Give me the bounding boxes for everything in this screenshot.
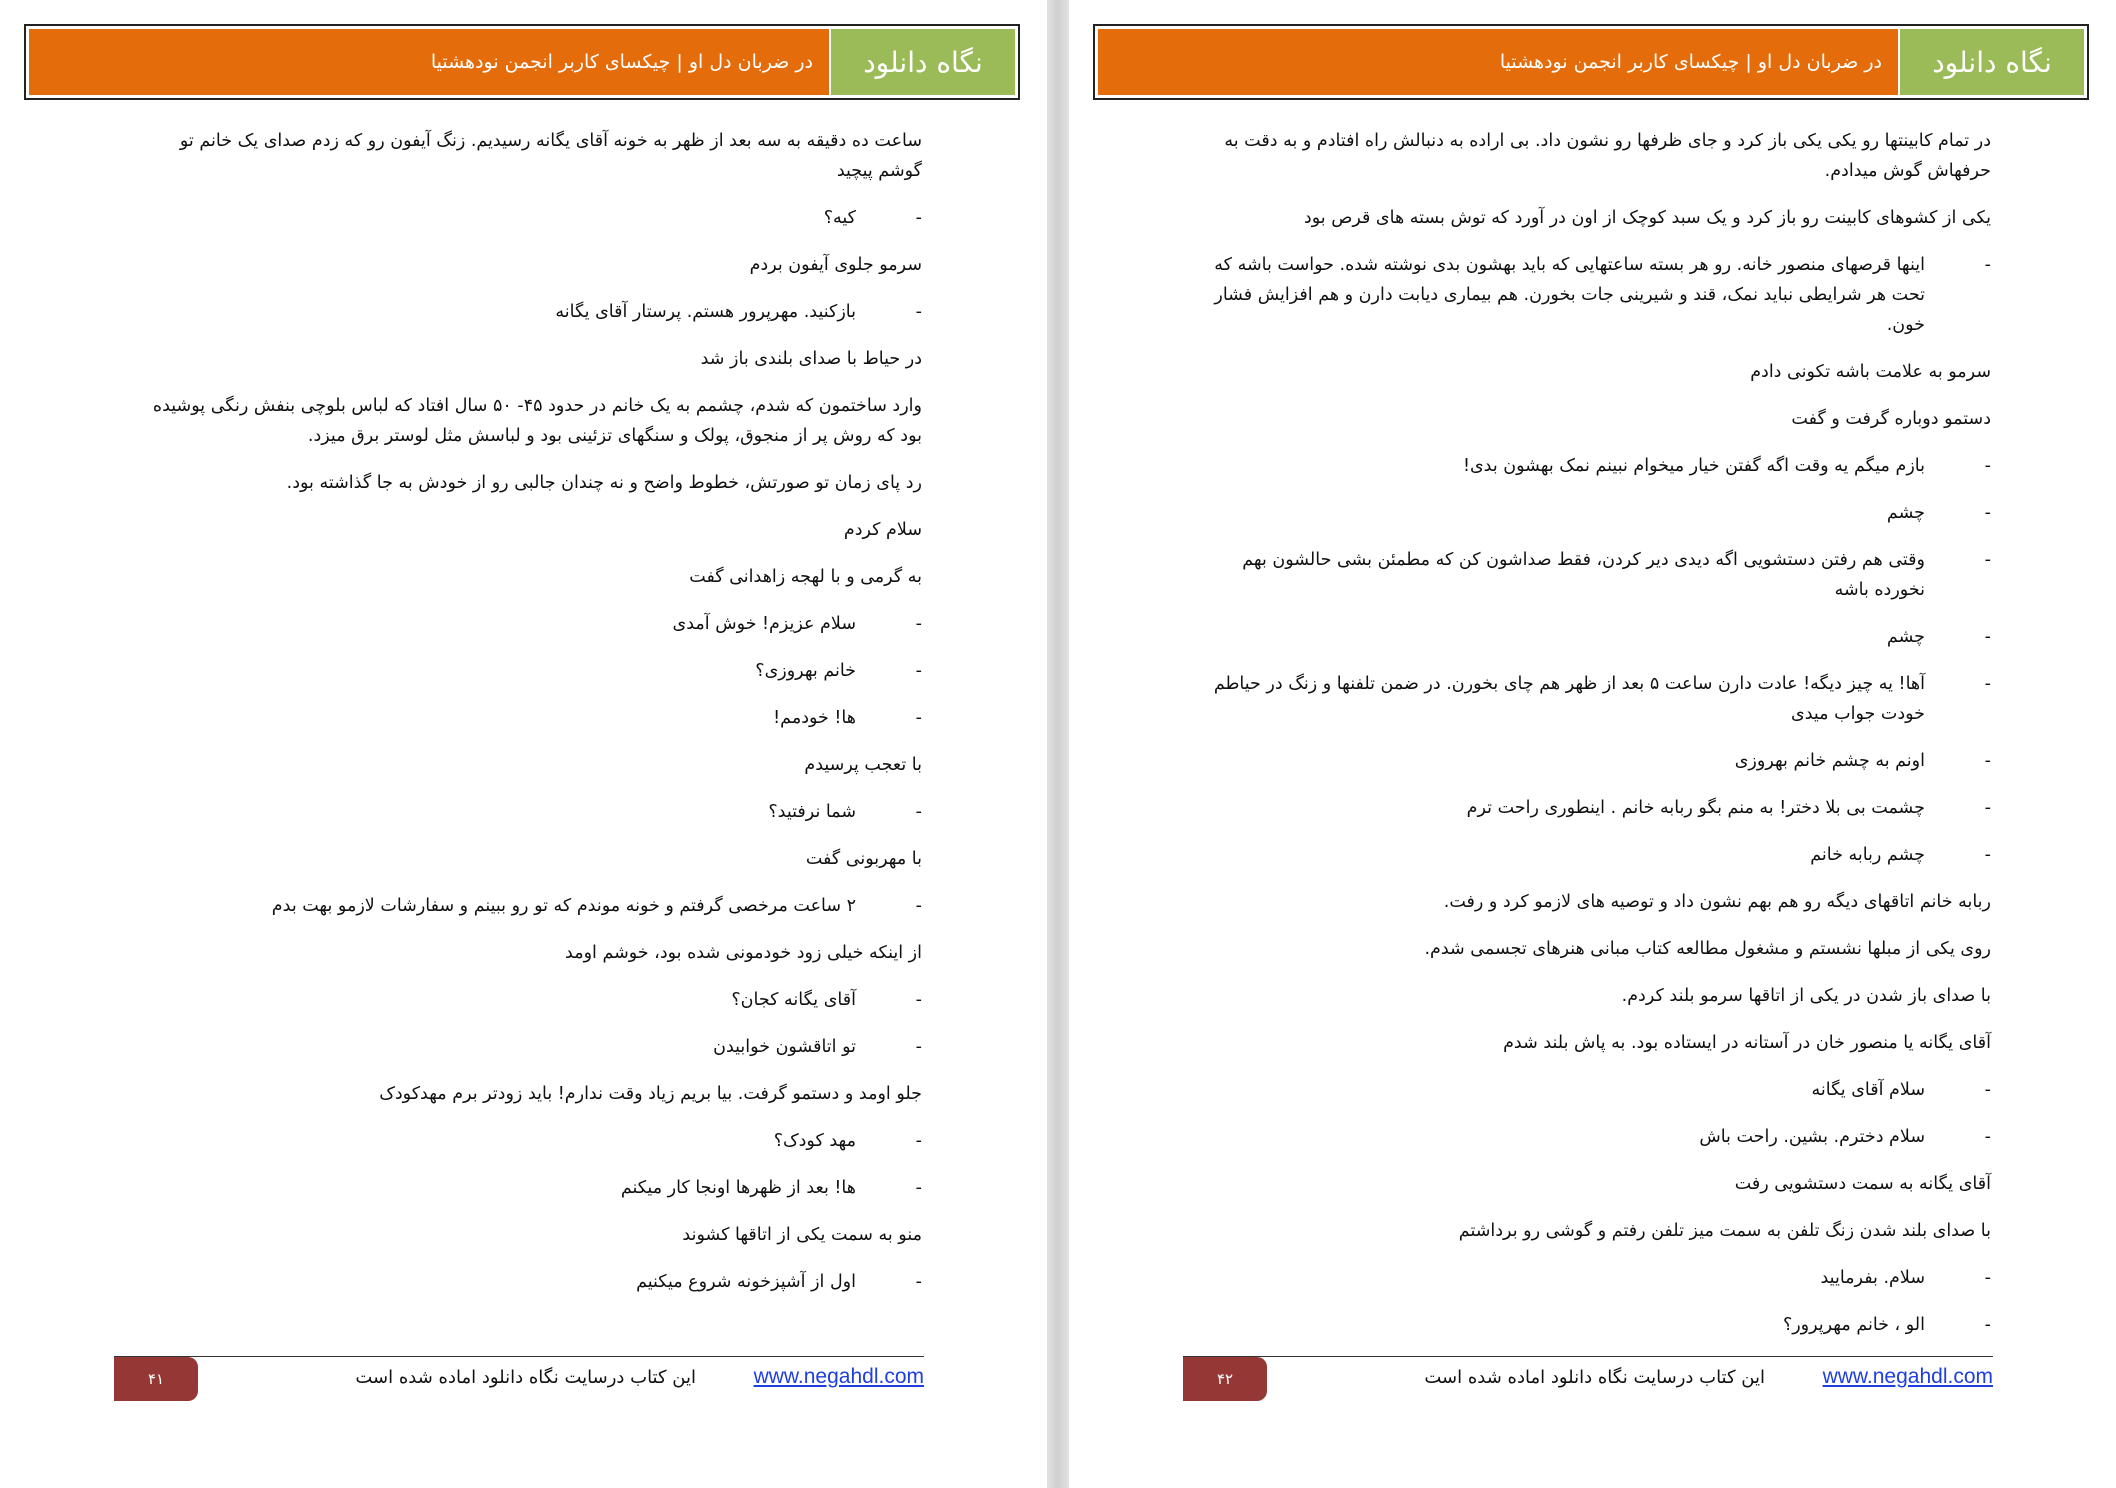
paragraph: با صدای باز شدن در یکی از اتاقها سرمو بلند کردم. [1621, 986, 1991, 1006]
dialogue-line [136, 1267, 922, 1297]
dialogue-line [136, 1032, 922, 1062]
dialogue-dash: - [915, 302, 922, 322]
dialogue-text: چشم [1886, 503, 1925, 523]
dialogue-text: اونم به چشم خانم بهروزی [1734, 751, 1925, 771]
dialogue-line [1205, 1310, 1991, 1340]
dialogue-text: چشمت بی بلا دختر! به منم بگو ربابه خانم . اینطوری راحت ترم [1466, 798, 1925, 818]
dialogue-line [136, 985, 922, 1015]
dialogue-line [1205, 622, 1991, 652]
header-title: در ضربان دل او | چیکسای کاربر انجمن نودهشتیا [29, 29, 829, 95]
dialogue-text: سلام دخترم. بشین. راحت باش [1699, 1127, 1925, 1147]
dialogue-dash: - [915, 208, 922, 228]
footer-note: این کتاب درسایت نگاه دانلود اماده شده است [355, 1367, 696, 1388]
dialogue-line [1205, 1122, 1991, 1152]
dialogue-dash: - [915, 708, 922, 728]
dialogue-dash: - [1984, 845, 1991, 865]
dialogue-text: کیه؟ [823, 208, 856, 228]
paragraph: وارد ساختمون که شدم، چشمم به یک خانم در حدود ۴۵- ۵۰ سال افتاد که لباس بلوچی بنفش رنگی پوشیده بود که روش پر از منجوق، پولک و سنگهای تزئینی بود و لباسش مثل لوستر برق میزد. [152, 396, 922, 446]
dialogue-dash: - [915, 1272, 922, 1292]
dialogue-line [136, 797, 922, 827]
dialogue-text: چشم [1886, 627, 1925, 647]
paragraph: جلو اومد و دستمو گرفت. بیا بریم زیاد وقت ندارم! باید زودتر برم مهدکودک [379, 1084, 922, 1104]
page-number: ۴۱ [114, 1357, 198, 1401]
dialogue-line [136, 703, 922, 733]
dialogue-dash: - [915, 802, 922, 822]
paragraph: آقای یگانه یا منصور خان در آستانه در ایستاده بود. به پاش بلند شدم [1503, 1033, 1991, 1053]
paragraph: سرمو جلوی آیفون بردم [749, 255, 922, 275]
dialogue-text: سلام آقای یگانه [1811, 1080, 1925, 1100]
book-gutter [1047, 0, 1069, 1488]
dialogue-text: اول از آشپزخونه شروع میکنیم [636, 1272, 856, 1292]
dialogue-line [136, 609, 922, 639]
left-page [0, 0, 1047, 1488]
paragraph: سلام کردم [843, 520, 922, 540]
dialogue-text: مهد کودک؟ [773, 1131, 856, 1151]
paragraph: رد پای زمان تو صورتش، خطوط واضح و نه چندان جالبی رو از خودش به جا گذاشته بود. [286, 473, 922, 493]
dialogue-line [1205, 451, 1991, 481]
dialogue-dash: - [1984, 674, 1991, 694]
dialogue-dash: - [1984, 798, 1991, 818]
dialogue-text: چشم ربابه خانم [1810, 845, 1925, 865]
paragraph: با مهربونی گفت [805, 849, 922, 869]
dialogue-line [1205, 793, 1991, 823]
dialogue-dash: - [915, 661, 922, 681]
dialogue-line [136, 297, 922, 327]
dialogue-text: خانم بهروزی؟ [755, 661, 856, 681]
dialogue-text: تو اتاقشون خوابیدن [713, 1037, 856, 1057]
dialogue-line [1205, 669, 1991, 729]
page-footer [1183, 1356, 1993, 1402]
dialogue-line [1205, 498, 1991, 528]
dialogue-line [136, 203, 922, 233]
dialogue-text: اینها قرصهای منصور خانه. رو هر بسته ساعتهایی که باید بهشون بدی نوشته شده. حواست باشه که تحت هر شرایطی نباید نمک، قند و شیرینی جات بخورن. هم بیماری دیابت دارن و هم افزایش فشار خون. [1214, 255, 1925, 335]
header-brand: نگاه دانلود [829, 29, 1015, 95]
dialogue-dash: - [1984, 456, 1991, 476]
dialogue-text: وقتی هم رفتن دستشویی اگه دیدی دیر کردن، فقط صداشون کن که مطمئن بشی حالشون بهم نخورده باشه [1242, 550, 1925, 600]
dialogue-dash: - [915, 896, 922, 916]
page-header [1093, 24, 2089, 100]
paragraph: در تمام کابینتها رو یکی یکی باز کرد و جای ظرفها رو نشون داد. بی اراده به دنبالش راه افتادم و به دقت به حرفهاش گوش میدادم. [1224, 131, 1991, 181]
dialogue-line [1205, 746, 1991, 776]
page-footer [114, 1356, 924, 1402]
dialogue-text: سلام. بفرمایید [1820, 1268, 1925, 1288]
dialogue-text: ها! خودمم! [773, 708, 856, 728]
dialogue-line [136, 1173, 922, 1203]
dialogue-line [1205, 250, 1991, 340]
footer-link[interactable]: www.negahdl.com [1822, 1365, 1993, 1388]
paragraph: از اینکه خیلی زود خودمونی شده بود، خوشم اومد [565, 943, 922, 963]
page-body [1205, 126, 1991, 1357]
dialogue-dash: - [915, 614, 922, 634]
dialogue-dash: - [1984, 550, 1991, 570]
dialogue-text: شما نرفتید؟ [768, 802, 856, 822]
dialogue-dash: - [1984, 1127, 1991, 1147]
dialogue-dash: - [915, 990, 922, 1010]
dialogue-line [136, 656, 922, 686]
dialogue-line [136, 1126, 922, 1156]
footer-link[interactable]: www.negahdl.com [753, 1365, 924, 1388]
header-title: در ضربان دل او | چیکسای کاربر انجمن نودهشتیا [1098, 29, 1898, 95]
page-number: ۴۲ [1183, 1357, 1267, 1401]
paragraph: سرمو به علامت باشه تکونی دادم [1750, 362, 1991, 382]
paragraph: منو به سمت یکی از اتاقها کشوند [682, 1225, 922, 1245]
header-brand: نگاه دانلود [1898, 29, 2084, 95]
dialogue-dash: - [1984, 1080, 1991, 1100]
page-header [24, 24, 1020, 100]
paragraph: آقای یگانه به سمت دستشویی رفت [1734, 1174, 1991, 1194]
dialogue-text: ۲ ساعت مرخصی گرفتم و خونه موندم که تو رو ببینم و سفارشات لازمو بهت بدم [271, 896, 856, 916]
paragraph: با تعجب پرسیدم [804, 755, 922, 775]
dialogue-line [1205, 840, 1991, 870]
dialogue-text: ها! بعد از ظهرها اونجا کار میکنم [620, 1178, 856, 1198]
dialogue-dash: - [1984, 255, 1991, 275]
dialogue-line [1205, 1263, 1991, 1293]
paragraph: با صدای بلند شدن زنگ تلفن به سمت میز تلفن رفتم و گوشی رو برداشتم [1458, 1221, 1991, 1241]
paragraph: ربابه خانم اتاقهای دیگه رو هم بهم نشون داد و توصیه های لازمو کرد و رفت. [1443, 892, 1991, 912]
page-body [136, 126, 922, 1314]
dialogue-text: سلام عزیزم! خوش آمدی [672, 614, 856, 634]
dialogue-dash: - [1984, 503, 1991, 523]
dialogue-dash: - [1984, 1315, 1991, 1335]
dialogue-dash: - [915, 1131, 922, 1151]
paragraph: یکی از کشوهای کابینت رو باز کرد و یک سبد کوچک از اون در آورد که توش بسته های قرص بود [1303, 208, 1991, 228]
dialogue-dash: - [1984, 1268, 1991, 1288]
dialogue-line [136, 891, 922, 921]
dialogue-text: الو ، خانم مهرپرور؟ [1782, 1315, 1925, 1335]
dialogue-dash: - [915, 1037, 922, 1057]
dialogue-text: بازم میگم یه وقت اگه گفتن خیار میخوام نبینم نمک بهشون بدی! [1462, 456, 1925, 476]
right-page [1069, 0, 2116, 1488]
dialogue-line [1205, 1075, 1991, 1105]
paragraph: به گرمی و با لهجه زاهدانی گفت [689, 567, 922, 587]
dialogue-dash: - [1984, 751, 1991, 771]
dialogue-dash: - [915, 1178, 922, 1198]
paragraph: دستمو دوباره گرفت و گفت [1791, 409, 1991, 429]
dialogue-line [1205, 545, 1991, 605]
dialogue-text: آها! یه چیز دیگه! عادت دارن ساعت ۵ بعد از ظهر هم چای بخورن. در ضمن تلفنها و زنگ در حیاطم خودت جواب میدی [1213, 674, 1925, 724]
paragraph: ساعت ده دقیقه به سه بعد از ظهر به خونه آقای یگانه رسیدیم. زنگ آیفون رو که زدم صدای یک خانم تو گوشم پیچید [179, 131, 922, 181]
footer-note: این کتاب درسایت نگاه دانلود اماده شده است [1424, 1367, 1765, 1388]
dialogue-text: آقای یگانه کجان؟ [731, 990, 856, 1010]
paragraph: در حیاط با صدای بلندی باز شد [700, 349, 922, 369]
dialogue-dash: - [1984, 627, 1991, 647]
dialogue-text: بازکنید. مهرپرور هستم. پرستار آقای یگانه [555, 302, 856, 322]
paragraph: روی یکی از مبلها نشستم و مشغول مطالعه کتاب مبانی هنرهای تجسمی شدم. [1424, 939, 1991, 959]
